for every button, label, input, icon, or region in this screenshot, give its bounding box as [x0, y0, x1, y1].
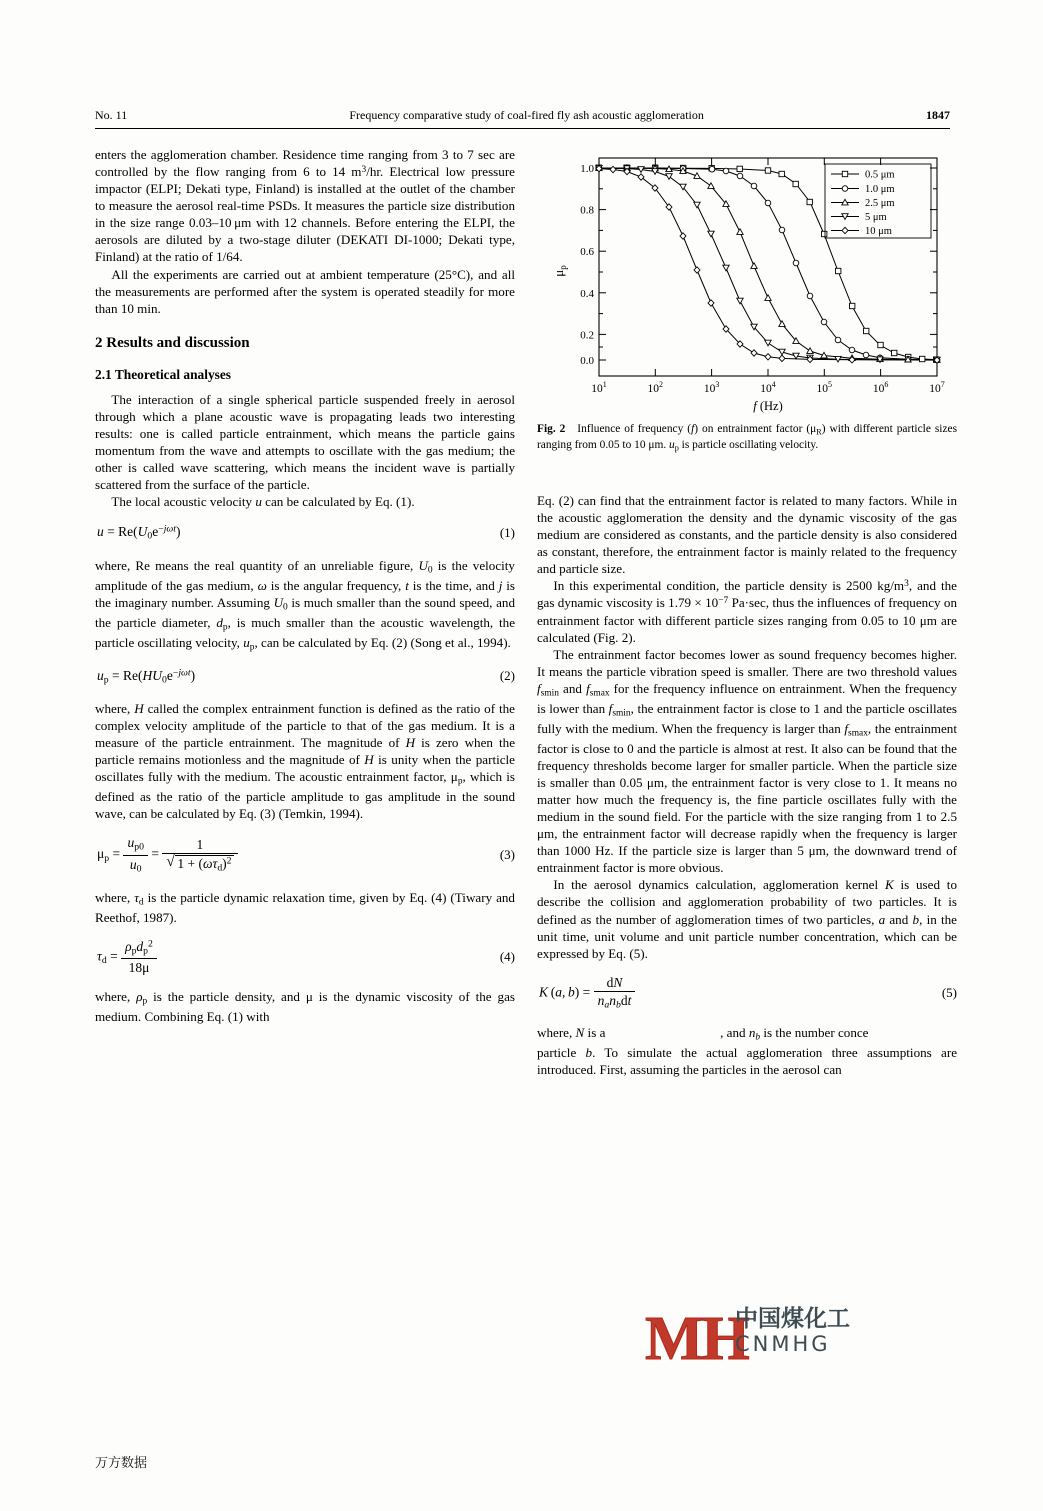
paragraph: In the aerosol dynamics calculation, agglomeration kernel K is used to describe the collision and agglomeration probability of two particles. It is defined as the number of agglomeration times of two particles, a and b, in the unit time, unit volume and unit particle number concentration, which can be expressed by Eq. (5).	[537, 877, 957, 961]
series-marker-diamond	[596, 165, 940, 363]
equation-5	[537, 975, 957, 1012]
paragraph: where, $\tau_d$ is the particle dynamic relaxation time, given by Eq. (4) (Tiwary and Reethof, 1987).	[95, 889, 515, 925]
paragraph: where, $\rho_p$ is the particle density, and μ is the dynamic viscosity of the gas medium. Combining Eq. (1) with	[95, 989, 515, 1025]
right-column	[537, 492, 957, 1079]
x-axis-label: f (Hz)	[753, 399, 783, 413]
left-column	[95, 146, 515, 1025]
equation-3	[95, 835, 515, 875]
equation-number: (4)	[499, 948, 515, 964]
svg-text:1.0: 1.0	[580, 163, 594, 175]
equation-body: K (a, b) = $\frac{dN}{n_an_bdt}$	[537, 975, 635, 1012]
svg-text:102: $10^2$	[647, 380, 664, 395]
figure-2	[537, 146, 957, 454]
svg-text:0.5 μm: 0.5 μm	[865, 169, 895, 181]
section-heading: 2 Results and discussion	[95, 334, 250, 351]
figure-caption	[537, 422, 957, 454]
y-axis-label: $\mu_p$	[551, 265, 568, 277]
svg-text:101: $10^1$	[591, 380, 607, 395]
equation-number: (2)	[499, 668, 515, 684]
svg-text:5 μm: 5 μm	[865, 212, 887, 223]
svg-text:2.5 μm: 2.5 μm	[865, 198, 895, 209]
svg-text:0.2: 0.2	[580, 329, 594, 342]
svg-text:10 μm: 10 μm	[865, 226, 892, 237]
header-running-title: Frequency comparative study of coal-fired fly ash acoustic agglomeration	[349, 108, 704, 122]
footer-database-mark: 万方数据	[95, 1456, 148, 1471]
equation-body: $\mu_p$ = $\frac{u_{p0}}{u_0}$ = 1 √ $1 + (\omega\tau_d)^2$	[95, 835, 238, 875]
figure-caption-text: Influence of frequency (f) on entrainment factor $(\mu_R)$ with different particle sizes ranging from 0.05 to 10 μm. $u_p$ is particle oscillating velocity.	[537, 423, 957, 453]
equation-number: (5)	[941, 984, 957, 1000]
svg-text:106: $10^6$	[872, 380, 889, 395]
equation-body: $u_p = Re(HU_0e^{-j\omega t})$	[97, 667, 196, 686]
svg-text:0.0: 0.0	[580, 355, 594, 367]
header-rule	[95, 128, 950, 129]
paragraph: The interaction of a single spherical particle suspended freely in aerosol through which a plane acoustic wave is propagating leads two interesting results: one is called particle entrainment, which means the particle gains momentum from the wave and attempts to oscillate with the gas medium; the other is called wave scattering, which means the incident wave is partially scattered from the surface of the particle.	[95, 391, 515, 493]
series-marker-triangle-down	[596, 165, 940, 362]
svg-text:104: $10^4$	[760, 380, 776, 395]
header-issue: No. 11	[95, 108, 128, 122]
equation-4	[95, 939, 515, 976]
paragraph: where, N is a , and $n_b$ is the number conce particle b. To simulate the actual agglomeration three assumptions are introduced. First, assuming the particles in the aerosol can	[537, 1025, 958, 1078]
chart-plot-area	[537, 146, 957, 414]
equation-number: (1)	[499, 525, 515, 541]
equation-body: $\tau_d$ = $\frac{\rho_pd_p^2}{18\mu}$	[95, 939, 157, 976]
equation-number: (3)	[499, 847, 515, 863]
svg-text:0.6: 0.6	[580, 246, 594, 259]
equation-2	[95, 667, 515, 687]
svg-text:1.0 μm: 1.0 μm	[865, 184, 895, 195]
paragraph: Eq. (2) can find that the entrainment factor is related to many factors. While in the acoustic agglomeration the density and the dynamic viscosity of the gas medium are considered as constants, and the particle density is also considered as constant, therefore, the entrainment factor is mainly related to the frequency and particle size.	[537, 493, 957, 577]
page-header	[95, 108, 950, 123]
svg-text:0.8: 0.8	[580, 204, 594, 217]
paragraph: The local acoustic velocity u can be calculated by Eq. (1).	[111, 494, 415, 510]
watermark-cn-title: 中国煤化工	[735, 1306, 850, 1332]
svg-text:107: $10^7$	[929, 380, 945, 395]
watermark-mh-logo: MH	[645, 1305, 748, 1373]
chart-legend	[825, 164, 931, 238]
paragraph: enters the agglomeration chamber. Residence time ranging from 3 to 7 sec are controlled by the flow ranging from 6 to 14 $m^3/hr$. Electrical low pressure impactor (ELPI; Dekati type, Finland) is installed at the outlet of the chamber to measure the aerosol real-time PSDs. It measures the particle size distribution in the size range 0.03–10 μm with 12 channels. Before entering the ELPI, the aerosols are diluted by a two-stage diluter (DEKATI DI-1000; Dekati type, Finland) at the ratio of 1/64.	[95, 147, 515, 265]
entrainment-factor-chart	[537, 146, 957, 414]
svg-text:103: $10^3$	[703, 380, 720, 395]
paragraph: where, H called the complex entrainment function is defined as the ratio of the complex velocity amplitude of the particle to that of the gas medium. It is a measure of the particle entrainment. The magnitude of H is zero when the particle remains motionless and the magnitude of H is unity when the particle oscillates fully with the medium. The acoustic entrainment factor, $\mu_p$, which is defined as the ratio of the particle amplitude to gas amplitude in the sound wave, can be calculated by Eq. (3) (Temkin, 1994).	[95, 701, 516, 822]
paragraph: The entrainment factor becomes lower as sound frequency becomes higher. It means the particle vibration speed is smaller. There are two threshold values $f_{smin}$ and $f_{smax}$ for the frequency influence on entrainment. When the frequency is lower than $f_{smin}$, the entrainment factor is close to 1 and the particle oscillates fully with the medium. When the frequency is larger than $f_{smax}$, the entrainment factor is close to 0 and the particle is almost at rest. It also can be found that the frequency thresholds become larger for smaller particle. When the particle size is smaller than 0.05 μm, the entrainment factor is very close to 1. It means no matter how much the frequency is, the fine particle oscillates fully with the medium in the sound field. For the particle with the size ranging from 1 to 2.5 μm, the entrainment factor will decrease rapidly when the frequency is larger than 1000 Hz. If the particle size is larger than 5 μm, the downward trend of entrainment factor is more obvious.	[537, 646, 957, 876]
paragraph: where, Re means the real quantity of an unreliable figure, $U_0$ is the velocity amplitude of the gas medium, ω is the angular frequency, t is the time, and j is the imaginary number. Assuming $U_0$ is much smaller than the sound speed, and the particle diameter, $d_p$, is much smaller than the acoustic wavelength, the particle oscillating velocity, $u_p$, can be calculated by Eq. (2) (Song et al., 1994).	[95, 557, 516, 653]
subsection-heading: 2.1 Theoretical analyses	[95, 367, 232, 383]
svg-text:105: $10^5$	[816, 380, 833, 395]
watermark-cnmhg-text: CNMHG	[735, 1332, 831, 1356]
svg-text:0.4: 0.4	[580, 287, 594, 300]
header-page-number: 1847	[926, 108, 950, 122]
watermark	[645, 1300, 905, 1380]
equation-body: $u = Re(U_0e^{-j\omega t})$	[97, 524, 181, 543]
equation-1	[95, 523, 515, 543]
paragraph: All the experiments are carried out at ambient temperature (25°C), and all the measurements are performed after the system is operated steadily for more than 10 min.	[95, 266, 515, 316]
figure-caption-label: Fig. 2	[537, 423, 566, 435]
paragraph: In this experimental condition, the particle density is 2500 $kg/m^3$, and the gas dynamic viscosity is $1.79 \times 10^{-7}$ Pa·sec, thus the influences of frequency on entrainment factor with different particle sizes ranging from 0.05 to 10 μm are calculated (Fig. 2).	[537, 578, 957, 645]
